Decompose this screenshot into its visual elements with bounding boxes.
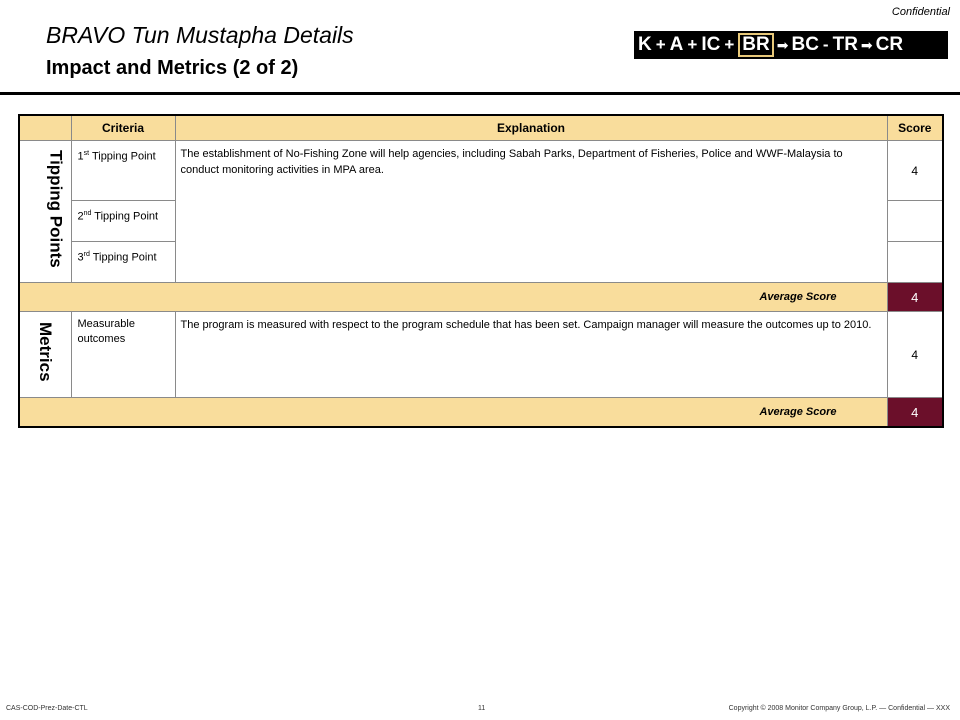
footer-doc-code: CAS-COD-Prez-Date-CTL bbox=[6, 705, 88, 712]
confidential-label: Confidential bbox=[891, 6, 950, 18]
plus-sign: + bbox=[655, 35, 666, 54]
explanation-cell: The program is measured with respect to the program schedule that has been set. Campaign manager will measure the outcomes up to 2010. bbox=[175, 312, 887, 398]
impact-metrics-table bbox=[18, 114, 944, 428]
criteria-cell: 1st Tipping Point bbox=[71, 141, 175, 201]
footer-page-number: 11 bbox=[478, 705, 486, 712]
criteria-cell: 3rd Tipping Point bbox=[71, 242, 175, 283]
table-header-row bbox=[19, 115, 943, 141]
page-subtitle: Impact and Metrics (2 of 2) bbox=[46, 57, 299, 79]
step-bc: BC bbox=[791, 34, 819, 55]
step-cr: CR bbox=[875, 34, 904, 55]
score-cell: 4 bbox=[887, 141, 943, 201]
header-divider bbox=[0, 92, 960, 95]
step-a: A bbox=[669, 34, 684, 55]
page-title: BRAVO Tun Mustapha Details bbox=[46, 22, 354, 48]
average-score-value: 4 bbox=[887, 398, 943, 428]
plus-sign: + bbox=[687, 35, 698, 54]
group-label-metrics: Metrics bbox=[35, 322, 55, 382]
group-label-tipping: Tipping Points bbox=[46, 150, 66, 268]
step-tr: TR bbox=[832, 34, 858, 55]
table-row bbox=[19, 141, 943, 201]
process-banner bbox=[634, 31, 948, 59]
average-score-value: 4 bbox=[887, 283, 943, 312]
step-k: K bbox=[638, 34, 652, 55]
score-cell: 4 bbox=[887, 312, 943, 398]
tipping-points-group bbox=[19, 141, 71, 283]
footer-copyright: Copyright © 2008 Monitor Company Group, L.P. — Confidential — XXX bbox=[728, 705, 950, 712]
average-score-label: Average Score bbox=[19, 398, 887, 428]
plus-sign: + bbox=[724, 35, 735, 54]
score-cell bbox=[887, 242, 943, 283]
score-cell bbox=[887, 201, 943, 242]
header-blank bbox=[19, 115, 71, 141]
step-ic: IC bbox=[701, 34, 721, 55]
header-score: Score bbox=[887, 115, 943, 141]
table-row bbox=[19, 312, 943, 398]
header-criteria: Criteria bbox=[71, 115, 175, 141]
average-score-label: Average Score bbox=[19, 283, 887, 312]
average-row bbox=[19, 283, 943, 312]
dash-sign: - bbox=[822, 35, 829, 54]
arrow-right-icon: ➡ bbox=[776, 36, 789, 53]
average-row bbox=[19, 398, 943, 428]
step-br-active: BR bbox=[738, 33, 773, 57]
header-explanation: Explanation bbox=[175, 115, 887, 141]
metrics-group bbox=[19, 312, 71, 398]
arrow-right-icon: ➡ bbox=[860, 36, 873, 53]
explanation-cell: The establishment of No-Fishing Zone will help agencies, including Sabah Parks, Department of Fisheries, Police and WWF-Malaysia to conduct monitoring activities in MPA area. bbox=[175, 141, 887, 283]
criteria-cell: 2nd Tipping Point bbox=[71, 201, 175, 242]
criteria-cell: Measurable outcomes bbox=[71, 312, 175, 398]
